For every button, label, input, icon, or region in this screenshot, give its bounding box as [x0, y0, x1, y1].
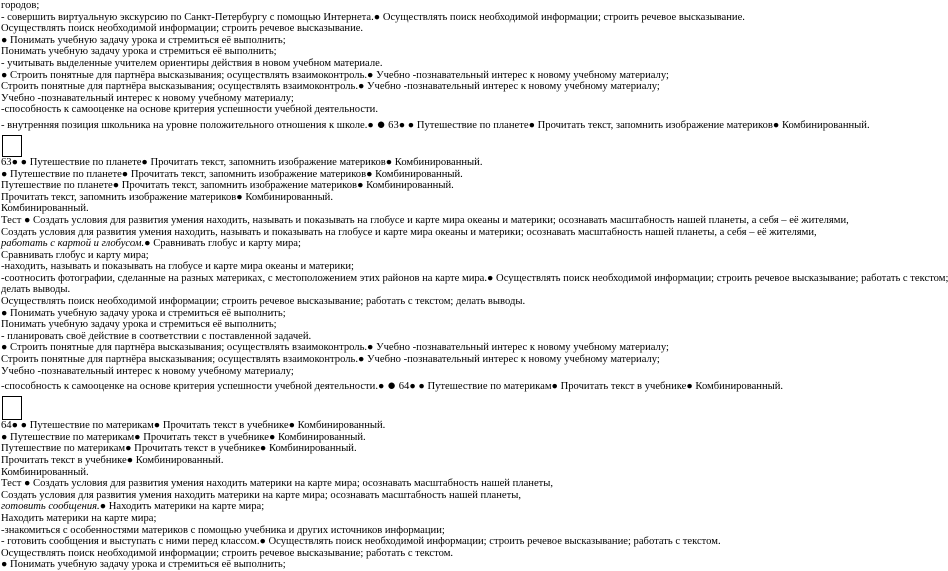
- text-line: городов;: [1, 0, 40, 11]
- text-line: 64● ● Путешествие по материкам● Прочитать текст в учебнике● Комбинированный.: [1, 420, 386, 432]
- text-line: Осуществлять поиск необходимой информации; строить речевое высказывание.: [1, 23, 364, 35]
- bullet-icon: ●: [387, 378, 397, 395]
- text-line: Тест ● Создать условия для развития умения находить материки на карте мира; осознавать масштабность нашей планеты,: [1, 478, 554, 490]
- empty-table-cell: [2, 135, 22, 157]
- text-line-start: - внутренняя позиция школьника на уровне положительного отношения к школе.●: [1, 119, 374, 131]
- text-line: -способность к самооценке на основе критерия успешности учебной деятельности.: [1, 104, 378, 116]
- text-line: Путешествие по материкам● Прочитать текст в учебнике● Комбинированный.: [1, 443, 357, 455]
- text-line: Осуществлять поиск необходимой информации; строить речевое высказывание; работать с текстом; делать выводы.: [1, 296, 526, 308]
- text-line: -соотносить фотографии, сделанные на разных материках, с местоположением этих районов на карте мира.● Осуществлять поиск необходимой информации; строить речевое высказывание; работать с текстом;: [1, 272, 948, 284]
- text-line: 63● ● Путешествие по планете● Прочитать текст, запомнить изображение материков● Комбинированный.: [1, 156, 483, 168]
- text-line: -находить, называть и показывать на глобусе и карте мира океаны и материки;: [1, 261, 354, 273]
- text-line: Комбинированный.: [1, 466, 89, 478]
- text-line: ● Строить понятные для партнёра высказывания; осуществлять взаимоконтроль.● Учебно -познавательный интерес к новому учебному материалу;: [1, 69, 669, 81]
- text-line: ● Понимать учебную задачу урока и стремиться её выполнить;: [1, 34, 286, 46]
- text-line-with-large-bullet: [1, 116, 870, 134]
- text-line: - учитывать выделенные учителем ориентиры действия в новом учебном материале.: [1, 57, 383, 69]
- text-line: Создать условия для развития умения находить материки на карте мира; осознавать масштабность нашей планеты,: [1, 489, 521, 501]
- text-line-rest: 63● ● Путешествие по планете● Прочитать текст, запомнить изображение материков● Комбинированный.: [388, 119, 870, 131]
- text-line: Строить понятные для партнёра высказывания; осуществлять взаимоконтроль.● Учебно -познавательный интерес к новому учебному материалу;: [1, 81, 660, 93]
- text-line: Учебно -познавательный интерес к новому учебному материалу;: [1, 92, 294, 104]
- text-line: Тест ● Создать условия для развития умения находить, называть и показывать на глобусе и карте мира океаны и материки; осознавать масштабность нашей планеты, а себя – её жителями,: [1, 214, 849, 226]
- text-line: ● Строить понятные для партнёра высказывания; осуществлять взаимоконтроль.● Учебно -познавательный интерес к новому учебному материалу;: [1, 342, 669, 354]
- text-line: Строить понятные для партнёра высказывания; осуществлять взаимоконтроль.● Учебно -познавательный интерес к новому учебному материалу;: [1, 354, 660, 366]
- text-line-with-large-bullet: [1, 377, 813, 395]
- text-line-rest: 64● ● Путешествие по материкам● Прочитать текст в учебнике● Комбинированный.: [398, 381, 784, 393]
- empty-table-cell: [2, 396, 22, 420]
- text-line: Сравнивать глобус и карту мира;: [1, 249, 149, 261]
- text-line: ● Путешествие по планете● Прочитать текст, запомнить изображение материков● Комбинированный.: [1, 168, 463, 180]
- text-line: - совершить виртуальную экскурсию по Санкт-Петербургу с помощью Интернета.● Осуществлять поиск необходимой информации; строить речевое высказывание.: [1, 11, 745, 23]
- text-line-rest: ● Сравнивать глобус и карту мира;: [144, 238, 301, 250]
- text-line: Прочитать текст в учебнике● Комбинированный.: [1, 455, 224, 466]
- text-line: Находить материки на карте мира;: [1, 512, 157, 524]
- text-line: - планировать своё действие в соответствии с поставленной задачей.: [1, 330, 312, 342]
- text-line: - готовить сообщения и выступать с ними перед классом.● Осуществлять поиск необходимой информации; строить речевое высказывание; работать с текстом.: [1, 536, 721, 548]
- text-line: Комбинированный.: [1, 203, 89, 215]
- text-line: делать выводы.: [1, 284, 71, 296]
- text-line: Понимать учебную задачу урока и стремиться её выполнить;: [1, 46, 277, 58]
- text-line: Осуществлять поиск необходимой информации; строить речевое высказывание; работать с текстом.: [1, 547, 454, 559]
- text-line: Путешествие по планете● Прочитать текст, запомнить изображение материков● Комбинированный.: [1, 180, 454, 192]
- text-line: ● Путешествие по материкам● Прочитать текст в учебнике● Комбинированный.: [1, 431, 366, 443]
- text-line: -знакомиться с особенностями материков с помощью учебника и других источников информации;: [1, 524, 445, 536]
- text-line-italic: [1, 238, 813, 250]
- text-line-italic: [1, 501, 813, 513]
- italic-text: работать с картой и глобусом.: [1, 238, 145, 250]
- italic-text: готовить сообщения.: [1, 501, 100, 513]
- text-line: Создать условия для развития умения находить, называть и показывать на глобусе и карте мира океаны и материки; осознавать масштабность нашей планеты, а себя – её жителями,: [1, 226, 817, 238]
- text-line-rest: ● Находить материки на карте мира;: [99, 501, 265, 513]
- text-line: Понимать учебную задачу урока и стремиться её выполнить;: [1, 319, 277, 331]
- bullet-icon: ●: [376, 116, 386, 133]
- text-line: ● Понимать учебную задачу урока и стремиться её выполнить;: [1, 559, 286, 571]
- text-line-start: -способность к самооценке на основе критерия успешности учебной деятельности.●: [1, 381, 385, 393]
- text-line: Прочитать текст, запомнить изображение материков● Комбинированный.: [1, 191, 333, 203]
- text-line: ● Понимать учебную задачу урока и стремиться её выполнить;: [1, 307, 286, 319]
- text-line: Учебно -познавательный интерес к новому учебному материалу;: [1, 365, 294, 377]
